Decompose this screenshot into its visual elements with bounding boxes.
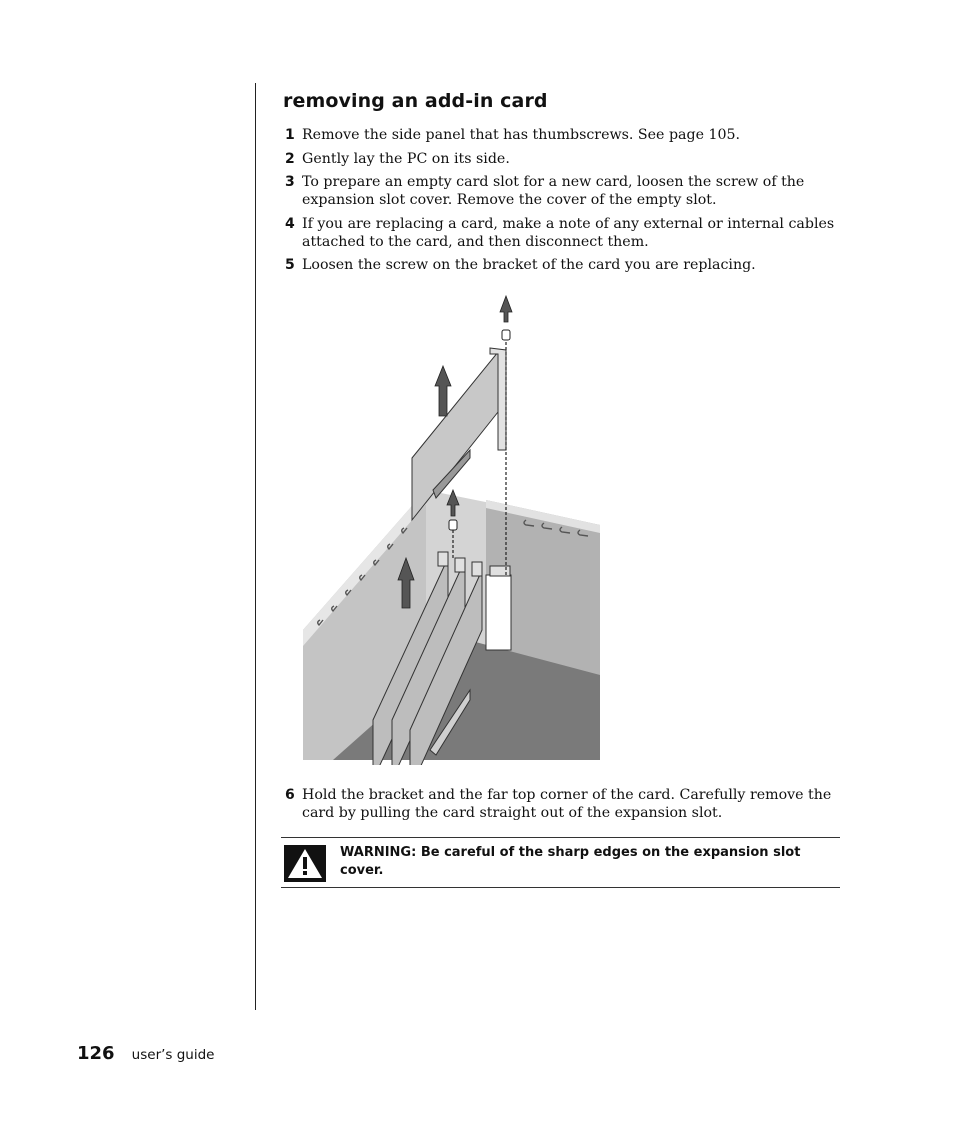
step-number: 5 [285,257,295,273]
empty-slot-opening [486,575,511,650]
step-3 [285,173,840,209]
up-arrow-icon [500,296,512,322]
step-6 [285,786,840,822]
step-number: 2 [285,150,295,167]
step-4 [285,215,840,251]
step-2 [285,150,840,168]
step-text: Remove the side panel that has thumbscrews. See page 105. [302,127,741,143]
page-number: 126 [77,1043,115,1064]
warning-text: WARNING: Be careful of the sharp edges on the expansion slot cover. [340,845,801,878]
page-footer [77,1043,215,1064]
step-number: 3 [285,174,295,190]
step-text: Hold the bracket and the far top corner of the card. Carefully remove the card by pulling the card straight out of the expansion slot. [302,787,832,821]
section-heading: removing an add-in card [283,90,548,112]
screw-icon [502,330,510,340]
screw-icon [449,520,457,530]
steps-list [285,126,840,280]
step-1 [285,126,840,144]
step-5 [285,256,840,274]
step-number: 6 [285,787,295,803]
warning-triangle-icon [284,845,326,882]
step-text: Loosen the screw on the bracket of the card you are replacing. [302,257,756,273]
step-number: 1 [285,127,295,143]
step-text: If you are replacing a card, make a note of any external or internal cables attached to the card, and then disconnect them. [302,215,835,250]
up-arrow-icon [435,366,451,416]
step-number: 4 [285,215,295,232]
step-text: To prepare an empty card slot for a new card, loosen the screw of the expansion slot cover. Remove the cover of the empty slot. [302,174,805,208]
margin-rule [255,83,256,1010]
warning-box [281,837,840,888]
card-removal-illustration [300,290,605,765]
step-text: Gently lay the PC on its side. [302,150,510,167]
footer-label: user’s guide [131,1047,215,1063]
